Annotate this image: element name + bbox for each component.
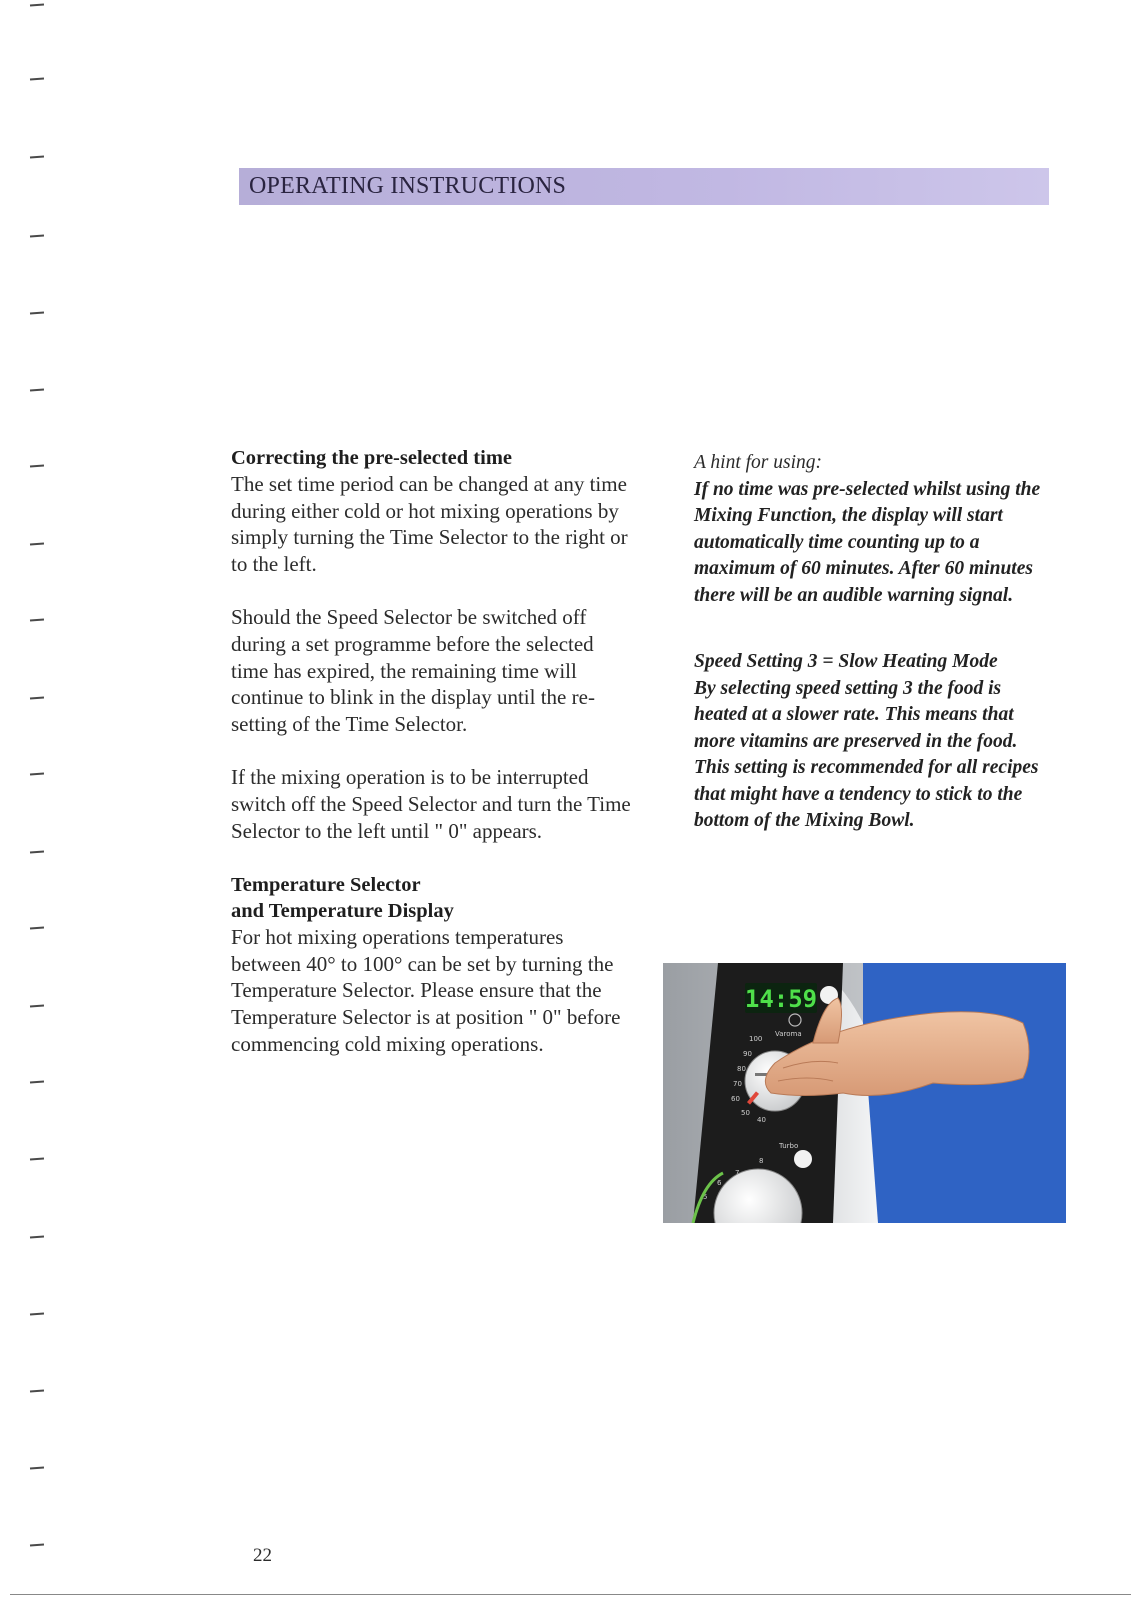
right-column <box>694 450 1049 835</box>
bottom-rule <box>10 1594 1131 1595</box>
speed-tick-label: 7 <box>735 1169 740 1177</box>
paragraph: If the mixing operation is to be interrupted switch off the Speed Selector and turn the Time Selector to the left until " 0" appears. <box>231 765 631 843</box>
dial-tick-label: 90 <box>743 1050 752 1058</box>
hint-title: A hint for using: <box>694 452 823 473</box>
speed-tick-label: 8 <box>759 1157 764 1165</box>
speed-setting-title: Speed Setting 3 = Slow Heating Mode <box>694 651 998 672</box>
appliance-photo <box>663 963 1066 1223</box>
dial-tick-label: 40 <box>757 1116 766 1124</box>
header-band <box>239 168 1049 205</box>
hint-text: If no time was pre-selected whilst using the Mixing Function, the display will start automatically time counting up to a maximum of 60 minutes. After 60 minutes there will be an audible warning signal. <box>694 478 1041 606</box>
turbo-label: Turbo <box>779 1142 799 1150</box>
dial-tick-label: 70 <box>733 1080 742 1088</box>
dial-tick-label: 50 <box>741 1109 750 1117</box>
section-heading-correcting-time: Correcting the pre-selected time <box>231 447 513 469</box>
varoma-label: Varoma <box>775 1030 802 1038</box>
margin-tick-marks <box>30 0 46 1600</box>
dial-tick-label: 60 <box>731 1095 740 1103</box>
turbo-button <box>794 1150 812 1168</box>
speed-setting-recommendation: This setting is recommended for all recipes that might have a tendency to stick to the bottom of the Mixing Bowl. <box>694 757 1039 831</box>
paragraph: For hot mixing operations temperatures between 40° to 100° can be set by turning the Temperature Selector. Please ensure that the Temperature Selector is at position " 0" before commencing cold mixing operations. <box>231 925 621 1056</box>
speed-tick-label: 5 <box>703 1193 708 1201</box>
speed-tick-label: 6 <box>717 1179 722 1187</box>
section-heading-temperature-line2: and Temperature Display <box>231 900 454 923</box>
dial-tick-label: 80 <box>737 1065 746 1073</box>
page-title: OPERATING INSTRUCTIONS <box>249 173 567 199</box>
paragraph: The set time period can be changed at any time during either cold or hot mixing operations by simply turning the Time Selector to the right or to the left. <box>231 472 628 576</box>
section-heading-temperature: Temperature Selector <box>231 874 421 897</box>
left-column <box>231 445 631 1057</box>
page-number: 22 <box>253 1545 272 1566</box>
appliance-illustration <box>663 963 1066 1223</box>
speed-setting-text: By selecting speed setting 3 the food is heated at a slower rate. This means that more vitamins are preserved in the food. <box>694 677 1018 752</box>
dial-tick-label: 100 <box>749 1035 763 1043</box>
time-display: 14:59 <box>744 985 818 1013</box>
paragraph: Should the Speed Selector be switched off during a set programme before the selected time has expired, the remaining time will continue to blink in the display until the re-setting of the Time Selector. <box>231 605 595 736</box>
